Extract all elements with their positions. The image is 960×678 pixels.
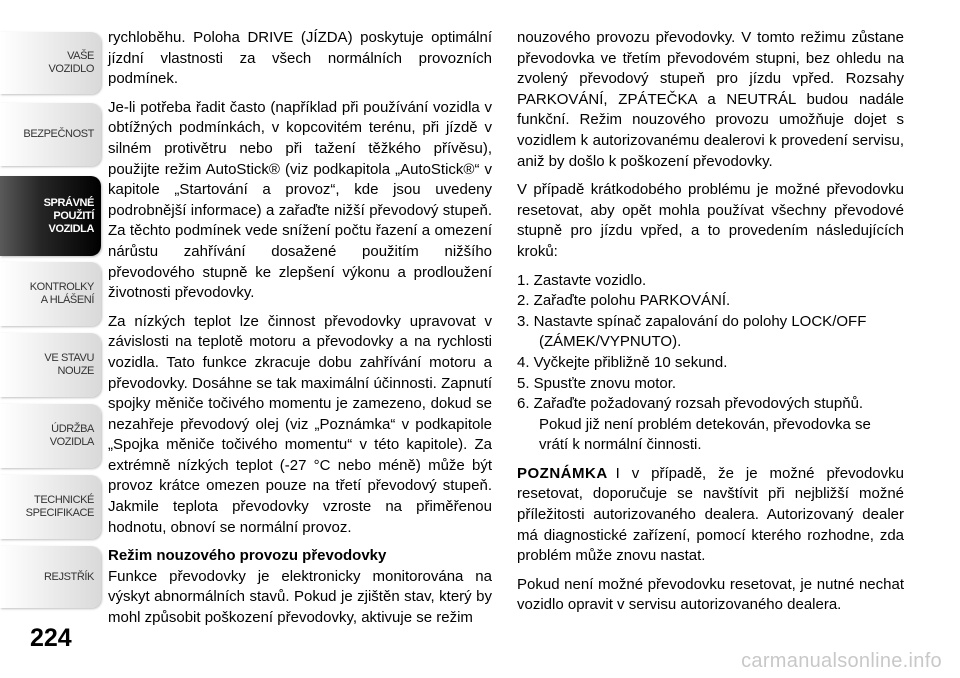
reset-steps-list bbox=[517, 271, 904, 456]
list-item: 2. Zařaďte polohu PARKOVÁNÍ. bbox=[517, 292, 731, 310]
tab-label: ÚDRŽBA VOZIDLA bbox=[49, 423, 94, 448]
tab-udrzba-vozidla[interactable] bbox=[0, 404, 101, 468]
paragraph: V případě krátkodobého problému je možné převodovku resetovat, aby opět mohla používat všechny převodové stupně pro jízdu vpřed, a to provedením následujících kroků: bbox=[517, 181, 904, 260]
paragraph: Funkce převodovky je elektronicky monitorována na výskyt abnormálních stavů. Pokud je zjištěn stav, který by mohl způsobit poškození převodovky, aktivuje se režim bbox=[108, 567, 492, 627]
tab-rejstrik[interactable] bbox=[0, 546, 101, 608]
tab-label: KONTROLKY A HLÁŠENÍ bbox=[29, 281, 94, 306]
tab-spravne-pouziti-vozidla[interactable] bbox=[0, 176, 101, 256]
tab-technicke-specifikace[interactable] bbox=[0, 475, 101, 539]
note bbox=[517, 464, 904, 567]
section-heading: Režim nouzového provozu převodovky bbox=[108, 547, 387, 565]
tab-label: SPRÁVNÉ POUŽITÍ VOZIDLA bbox=[43, 196, 94, 235]
list-item: 4. Vyčkejte přibližně 10 sekund. bbox=[517, 353, 728, 371]
tab-ve-stavu-nouze[interactable] bbox=[0, 333, 101, 397]
tab-label: REJSTŘÍK bbox=[44, 570, 94, 583]
tab-kontrolky-a-hlaseni[interactable] bbox=[0, 262, 101, 326]
list-item: 6. Zařaďte požadovaný rozsah převodových stupňů. Pokud již není problém detekován, převodovka se vrátí k normální činnosti. bbox=[517, 395, 871, 454]
left-column bbox=[108, 28, 492, 637]
list-item: 5. Spusťte znovu motor. bbox=[517, 374, 677, 392]
note-text: I v případě, že je možné převodovku resetovat, doporučuje se navštívit při nejbližší možné příležitosti autorizovaného dealera. Autorizovaný dealer má diagnostické zařízení, pomocí kterého rozhodne, zda problém může znovu nastat. bbox=[517, 464, 904, 565]
tab-label: VAŠE VOZIDLO bbox=[48, 50, 94, 75]
paragraph: rychloběhu. Poloha DRIVE (JÍZDA) poskytuje optimální jízdní vlastnosti za všech normálních provozních podmínek. bbox=[108, 29, 492, 88]
watermark: carmanualsonline.info bbox=[741, 650, 942, 672]
paragraph: Je-li potřeba řadit často (například při používání vozidla v obtížných podmínkách, v kopcovitém terénu, při jízdě v silném protivětru nebo při tažení těžkého přívěsu), použijte režim AutoStick® (viz podkapitola „AutoStick®“ v kapitole „Startování a provoz“, kde jsou uvedeny podrobnější informace) a zařaďte nižší převodový stupeň. Za těchto podmínek vede snížení počtu řazení a omezení nárůstu zahřívání dosažené použitím nižšího převodového stupně ke zlepšení výkonu a prodloužení životnosti převodovky. bbox=[108, 98, 492, 302]
tab-label: VE STAVU NOUZE bbox=[44, 352, 94, 377]
tab-vase-vozidlo[interactable] bbox=[0, 32, 101, 94]
tab-label: TECHNICKÉ SPECIFIKACE bbox=[25, 494, 94, 519]
page-number: 224 bbox=[30, 624, 72, 652]
paragraph: nouzového provozu převodovky. V tomto režimu zůstane převodovka ve třetím převodovém stupni, bez ohledu na zvolený převodový stupeň pro jízdu vpřed. Rozsahy PARKOVÁNÍ, ZPÁTEČKA a NEUTRÁL budou nadále funkční. Režim nouzového provozu umožňuje dojet s vozidlem k autorizovanému dealerovi k provedení servisu, aniž by došlo k poškození převodovky. bbox=[517, 29, 904, 170]
tab-bezpecnost[interactable] bbox=[0, 103, 101, 166]
paragraph: Pokud není možné převodovku resetovat, je nutné nechat vozidlo opravit v servisu autorizovaného dealera. bbox=[517, 575, 904, 614]
tab-label: BEZPEČNOST bbox=[23, 128, 94, 140]
right-column bbox=[517, 28, 904, 624]
list-item: 1. Zastavte vozidlo. bbox=[517, 271, 647, 289]
paragraph: Za nízkých teplot lze činnost převodovky upravovat v závislosti na teplotě motoru a převodovky a na rychlosti vozidla. Tato funkce zkracuje dobu zahřívání motoru a převodovky. Dosáhne se tak maximální účinnosti. Zapnutí spojky měniče točivého momentu je zamezeno, dokud se nezahřeje převodový olej (viz „Poznámka“ v podkapitole „Spojka měniče točivého momentu“ v této kapitole). Za extrémně nízkých teplot (-27 °C nebo méně) může být provoz krátce omezen pouze na třetí převodový stupeň. Jakmile teplota převodovky vzroste na přiměřenou hodnotu, obnoví se normální provoz. bbox=[108, 312, 492, 536]
list-item: 3. Nastavte spínač zapalování do polohy LOCK/OFF (ZÁMEK/VYPNUTO). bbox=[517, 312, 867, 351]
chapter-tabs bbox=[0, 0, 108, 600]
note-label: POZNÁMKA bbox=[517, 464, 608, 482]
